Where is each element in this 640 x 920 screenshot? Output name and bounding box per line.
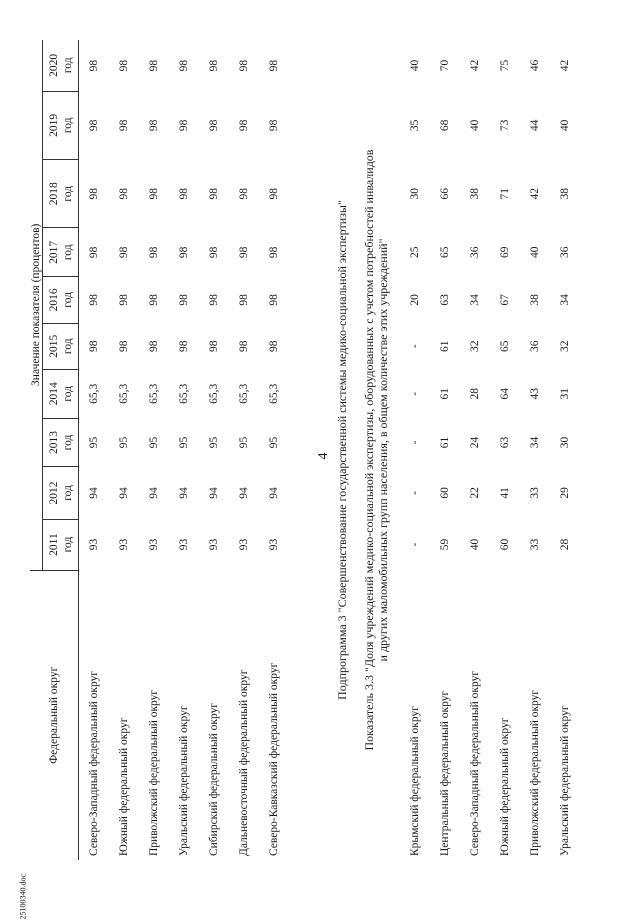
table-cell: 38 bbox=[469, 187, 481, 200]
year-unit: год bbox=[61, 244, 74, 261]
document-sheet bbox=[0, 40, 595, 865]
table-cell: - bbox=[409, 344, 421, 349]
table-cell: 30 bbox=[409, 187, 421, 200]
table-cell: 40 bbox=[409, 59, 421, 72]
table-cell: 98 bbox=[147, 246, 160, 259]
table-cell: 98 bbox=[147, 340, 160, 352]
table-cell: 95 bbox=[117, 436, 130, 449]
table-cell: 98 bbox=[147, 188, 160, 200]
table-cell: 98 bbox=[87, 246, 100, 259]
region-name: Северо-Западный федеральный округ bbox=[469, 670, 481, 856]
table-cell: 98 bbox=[117, 119, 130, 132]
table-cell: 98 bbox=[87, 119, 100, 132]
table-cell: 44 bbox=[529, 119, 541, 132]
table-cell: 93 bbox=[237, 538, 250, 551]
table-cell: 98 bbox=[147, 119, 160, 132]
table-row bbox=[460, 40, 490, 860]
table-cell: 24 bbox=[469, 436, 481, 449]
table-cell: 38 bbox=[559, 187, 571, 200]
year-header bbox=[43, 160, 79, 228]
year-unit: год bbox=[61, 338, 74, 355]
indicator-caption-line-1: Показатель 3.3 "Доля учреждений медико-социальной экспертизы, оборудованных с учетом потребностей инвалидов bbox=[362, 149, 376, 751]
table-cell: 98 bbox=[267, 59, 280, 72]
year-header bbox=[43, 519, 79, 570]
year-header bbox=[43, 418, 79, 467]
table-cell: 59 bbox=[439, 538, 451, 551]
table-cell: 65,3 bbox=[87, 383, 100, 404]
table-cell: 98 bbox=[207, 294, 220, 306]
table-cell: 31 bbox=[559, 388, 571, 400]
table-cell: 28 bbox=[559, 538, 571, 551]
year-value: 2018 bbox=[47, 182, 60, 206]
table-cell: 93 bbox=[207, 538, 220, 551]
table-cell: 36 bbox=[529, 340, 541, 352]
table-cell: 98 bbox=[207, 59, 220, 72]
footer-filename: 25100340.doc bbox=[18, 873, 28, 920]
table-row bbox=[520, 40, 550, 860]
table-cell: 94 bbox=[267, 487, 280, 499]
year-unit: год bbox=[61, 185, 74, 202]
table-row bbox=[259, 40, 289, 860]
table-cell: 25 bbox=[409, 246, 421, 259]
table-row bbox=[79, 40, 109, 860]
table-cell: 98 bbox=[267, 119, 280, 132]
table-cell: 93 bbox=[267, 538, 280, 551]
table-cell: 42 bbox=[559, 59, 571, 72]
table-cell: 69 bbox=[499, 246, 511, 259]
table-cell: 98 bbox=[147, 59, 160, 72]
region-name: Дальневосточный федеральный округ bbox=[237, 669, 250, 856]
table-row bbox=[490, 40, 520, 860]
table-cell: 40 bbox=[529, 246, 541, 259]
year-unit: год bbox=[61, 385, 74, 402]
year-header bbox=[43, 369, 79, 418]
indicator-caption-line-2: и других маломобильных групп населения, в общем количестве этих учреждений" bbox=[376, 238, 390, 662]
year-value: 2015 bbox=[47, 334, 60, 358]
table-cell: 98 bbox=[237, 294, 250, 306]
region-name: Крымский федеральный округ bbox=[409, 706, 421, 856]
table-cell: 40 bbox=[469, 538, 481, 551]
table-cell: - bbox=[409, 391, 421, 396]
table-cell: - bbox=[409, 542, 421, 547]
header-group: Значение показателя (процентов) bbox=[30, 40, 43, 570]
table-row bbox=[169, 40, 199, 860]
table-cell: 98 bbox=[207, 119, 220, 132]
table-row bbox=[139, 40, 169, 860]
table-cell: 29 bbox=[559, 487, 571, 499]
table-cell: 98 bbox=[177, 246, 190, 259]
table-cell: 33 bbox=[529, 487, 541, 499]
table-row bbox=[430, 40, 460, 860]
table-cell: 95 bbox=[177, 436, 190, 449]
table-cell: 98 bbox=[267, 340, 280, 352]
table-cell: 32 bbox=[559, 340, 571, 352]
table-cell: 94 bbox=[177, 487, 190, 499]
table-cell: 98 bbox=[267, 188, 280, 200]
table-cell: 65,3 bbox=[147, 383, 160, 404]
region-name: Уральский федеральный округ bbox=[177, 705, 190, 856]
table-cell: 98 bbox=[117, 188, 130, 200]
year-unit: год bbox=[61, 292, 74, 308]
table-cell: 68 bbox=[439, 119, 451, 132]
table-cell: 98 bbox=[87, 59, 100, 72]
table-cell: 94 bbox=[87, 487, 100, 499]
table-cell: 65,3 bbox=[267, 383, 280, 404]
year-value: 2013 bbox=[47, 431, 60, 454]
year-unit: год bbox=[61, 57, 74, 74]
table-cell: 34 bbox=[529, 436, 541, 449]
region-name: Северо-Кавказский федеральный округ bbox=[267, 662, 280, 856]
year-unit: год bbox=[61, 536, 74, 553]
table-cell: 30 bbox=[559, 436, 571, 449]
table-cell: 34 bbox=[469, 294, 481, 306]
table-cell: 98 bbox=[117, 294, 130, 306]
year-header bbox=[43, 40, 79, 91]
table-cell: 65 bbox=[499, 340, 511, 352]
year-header bbox=[43, 467, 79, 519]
table-cell: 60 bbox=[439, 487, 451, 499]
year-value: 2014 bbox=[47, 382, 60, 406]
table-cell: 93 bbox=[177, 538, 190, 551]
indicator-table-2 bbox=[400, 40, 580, 860]
year-header bbox=[43, 228, 79, 277]
year-value: 2012 bbox=[47, 481, 60, 505]
table-cell: 63 bbox=[499, 436, 511, 449]
table-cell: 98 bbox=[237, 119, 250, 132]
table-cell: 67 bbox=[499, 294, 511, 306]
table-cell: 71 bbox=[499, 187, 511, 200]
table-cell: 95 bbox=[207, 436, 220, 449]
table-cell: 65,3 bbox=[117, 383, 130, 404]
table-cell: 22 bbox=[469, 487, 481, 499]
table-cell: 98 bbox=[87, 188, 100, 200]
table-cell: 63 bbox=[439, 294, 451, 306]
table-cell: - bbox=[409, 440, 421, 445]
table-cell: 94 bbox=[237, 487, 250, 499]
year-value: 2017 bbox=[47, 240, 60, 264]
table-cell: 40 bbox=[469, 119, 481, 132]
indicator-caption bbox=[362, 125, 390, 775]
year-value: 2011 bbox=[47, 533, 60, 556]
table-cell: 73 bbox=[499, 119, 511, 132]
region-name: Приволжский федеральный округ bbox=[147, 689, 160, 856]
page-number: 4 bbox=[316, 452, 331, 460]
table-cell: 98 bbox=[207, 340, 220, 352]
table-row bbox=[229, 40, 259, 860]
table-cell: 95 bbox=[87, 436, 100, 449]
table-cell: 65,3 bbox=[207, 383, 220, 404]
table-cell: 95 bbox=[267, 436, 280, 449]
table-cell: 98 bbox=[237, 340, 250, 352]
table-cell: 38 bbox=[529, 294, 541, 306]
table-cell: 43 bbox=[529, 388, 541, 400]
year-value: 2016 bbox=[47, 288, 60, 312]
table-cell: 98 bbox=[177, 59, 190, 72]
table-cell: 36 bbox=[559, 246, 571, 259]
table-cell: 98 bbox=[267, 246, 280, 259]
year-value: 2020 bbox=[47, 53, 60, 77]
table-cell: 65,3 bbox=[237, 383, 250, 404]
table-cell: 98 bbox=[177, 188, 190, 200]
table-row bbox=[109, 40, 139, 860]
table-cell: 32 bbox=[469, 340, 481, 352]
region-name: Центральный федеральный округ bbox=[439, 690, 451, 856]
table-cell: 34 bbox=[559, 294, 571, 306]
table-cell: 94 bbox=[117, 487, 130, 499]
table-cell: 98 bbox=[177, 340, 190, 352]
year-header bbox=[43, 91, 79, 159]
table-cell: 42 bbox=[529, 187, 541, 200]
table-cell: 93 bbox=[147, 538, 160, 551]
table-cell: 61 bbox=[439, 388, 451, 400]
table-cell: 46 bbox=[529, 59, 541, 72]
table-cell: 42 bbox=[469, 59, 481, 72]
header-region: Федеральный округ bbox=[30, 570, 79, 860]
table-cell: 93 bbox=[117, 538, 130, 551]
table-cell: 60 bbox=[499, 538, 511, 551]
table-cell: 75 bbox=[499, 59, 511, 72]
table-cell: 36 bbox=[469, 246, 481, 259]
table-cell: 98 bbox=[237, 59, 250, 72]
table-cell: 98 bbox=[147, 294, 160, 306]
table-cell: 98 bbox=[207, 246, 220, 259]
region-name: Сибирский федеральный округ bbox=[207, 702, 220, 856]
table-cell: 94 bbox=[207, 487, 220, 499]
table-cell: - bbox=[409, 491, 421, 495]
table-cell: 65,3 bbox=[177, 383, 190, 404]
table-cell: 65 bbox=[439, 246, 451, 259]
year-value: 2019 bbox=[47, 113, 60, 137]
region-name: Уральский федеральный округ bbox=[559, 705, 571, 856]
table-cell: 98 bbox=[87, 340, 100, 352]
table-cell: 98 bbox=[177, 294, 190, 306]
indicator-table-1 bbox=[30, 40, 289, 860]
region-name: Южный федеральный округ bbox=[499, 717, 511, 856]
table-cell: 98 bbox=[87, 294, 100, 306]
table-row bbox=[400, 40, 430, 860]
table-cell: 98 bbox=[237, 188, 250, 200]
table-cell: 94 bbox=[147, 487, 160, 499]
table-cell: 40 bbox=[559, 119, 571, 132]
year-header bbox=[43, 277, 79, 323]
table-cell: 98 bbox=[117, 59, 130, 72]
table-cell: 70 bbox=[439, 59, 451, 72]
subprogram-title: Подпрограмма 3 "Совершенствование государственной системы медико-социальной экспертизы" bbox=[335, 200, 349, 700]
year-header bbox=[43, 323, 79, 369]
region-name: Южный федеральный округ bbox=[117, 717, 130, 856]
table-cell: 95 bbox=[147, 436, 160, 449]
table-cell: 98 bbox=[267, 294, 280, 306]
table-cell: 64 bbox=[499, 388, 511, 400]
table-cell: 98 bbox=[237, 246, 250, 259]
year-unit: год bbox=[61, 485, 74, 501]
table-cell: 20 bbox=[409, 294, 421, 306]
region-name: Северо-Западный федеральный округ bbox=[87, 670, 100, 856]
year-unit: год bbox=[61, 434, 74, 451]
year-unit: год bbox=[61, 117, 74, 134]
table-cell: 98 bbox=[117, 340, 130, 352]
table-cell: 61 bbox=[439, 340, 451, 352]
table-cell: 98 bbox=[177, 119, 190, 132]
table-cell: 98 bbox=[117, 246, 130, 259]
table-cell: 33 bbox=[529, 538, 541, 551]
table-cell: 61 bbox=[439, 436, 451, 449]
table-cell: 66 bbox=[439, 187, 451, 200]
table-cell: 93 bbox=[87, 538, 100, 551]
region-name: Приволжский федеральный округ bbox=[529, 689, 541, 856]
table-cell: 28 bbox=[469, 388, 481, 400]
table-cell: 41 bbox=[499, 487, 511, 499]
table-cell: 95 bbox=[237, 436, 250, 449]
table-cell: 35 bbox=[409, 119, 421, 132]
table-row bbox=[550, 40, 580, 860]
table-row bbox=[199, 40, 229, 860]
table-cell: 98 bbox=[207, 188, 220, 200]
